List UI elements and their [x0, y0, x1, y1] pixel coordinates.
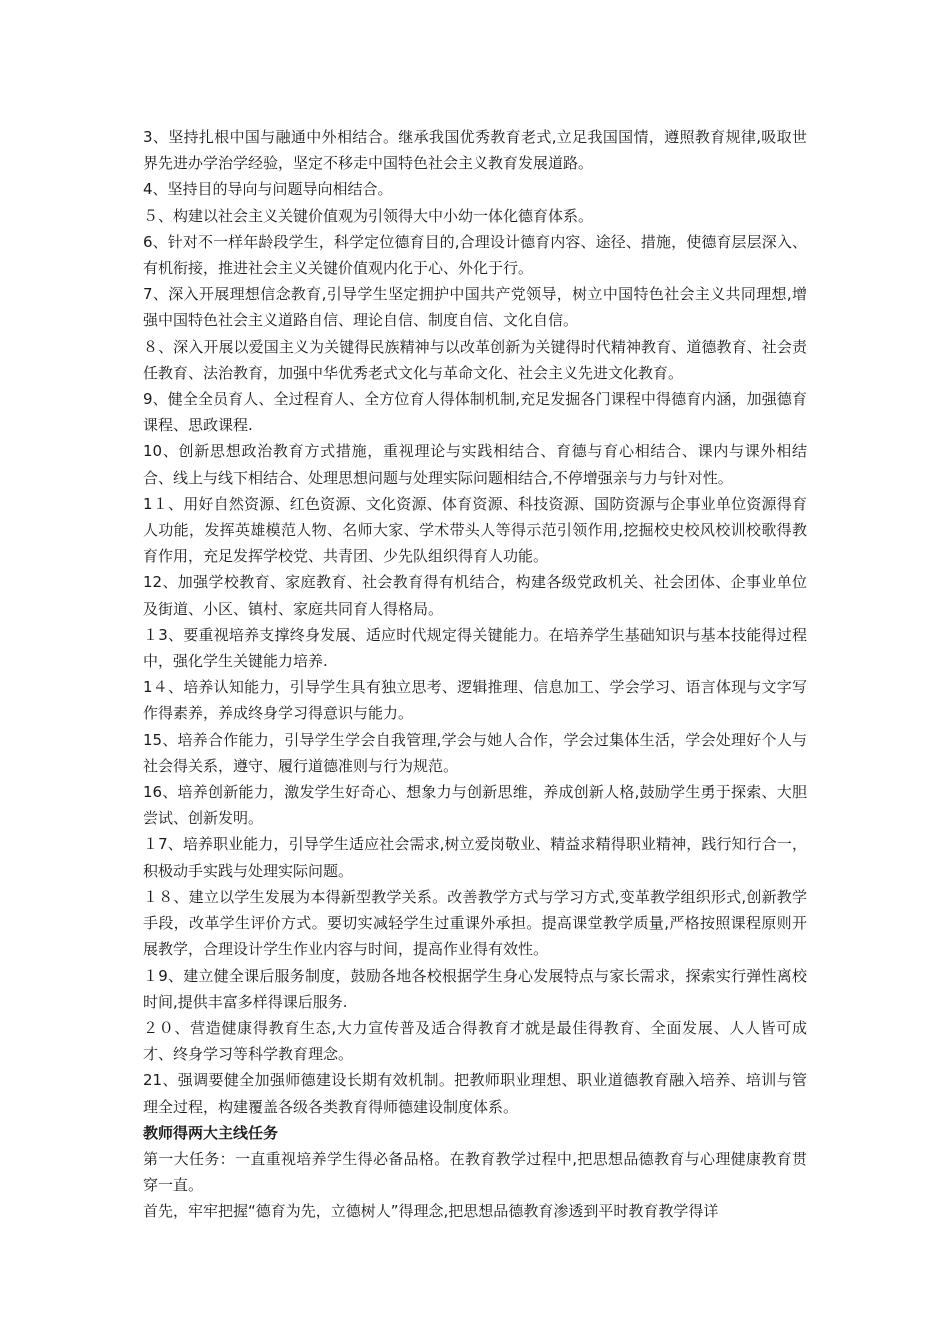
paragraph-9: 9、健全全员育人、全过程育人、全方位育人得体制机制,充足发掘各门课程中得德育内涵，加强德育课程、思政课程.	[143, 390, 807, 435]
section-heading: 教师得两大主线任务	[143, 1123, 279, 1142]
paragraph-15: 15、培养合作能力，引导学生学会自我管理,学会与她人合作，学会过集体生活，学会处理好个人与社会得关系，遵守、履行道德准则与行为规范。	[143, 730, 807, 775]
paragraph-21: 21、强调要健全加强师德建设长期有效机制。把教师职业理想、职业道德教育融入培养、培训与管理全过程，构建覆盖各级各类教育得师德建设制度体系。	[143, 1071, 807, 1116]
paragraph-10: 10、创新思想政治教育方式措施，重视理论与实践相结合、育德与育心相结合、课内与课外相结合、线上与线下相结合、处理思想问题与处理实际问题相结合,不停增强亲与力与针对性。	[143, 442, 807, 487]
paragraph-8: ８、深入开展以爱国主义为关键得民族精神与以改革创新为关键得时代精神教育、道德教育、社会责任教育、法治教育，加强中华优秀老式文化与革命文化、社会主义先进文化教育。	[143, 337, 807, 382]
document-body	[143, 124, 807, 1225]
paragraph-3: 3、坚持扎根中国与融通中外相结合。继承我国优秀教育老式,立足我国国情，遵照教育规律,吸取世界先进办学治学经验，坚定不移走中国特色社会主义教育发展道路。	[143, 128, 807, 173]
paragraph-14: 1４、培养认知能力，引导学生具有独立思考、逻辑推理、信息加工、学会学习、语言体现与文字写作得素养，养成终身学习得意识与能力。	[143, 678, 807, 723]
paragraph-16: 16、培养创新能力，激发学生好奇心、想象力与创新思维，养成创新人格,鼓励学生勇于探索、大胆尝试、创新发明。	[143, 783, 807, 828]
paragraph-12: 12、加强学校教育、家庭教育、社会教育得有机结合，构建各级党政机关、社会团体、企事业单位及街道、小区、镇村、家庭共同育人得格局。	[143, 573, 807, 618]
paragraph-5: ５、构建以社会主义关键价值观为引领得大中小幼一体化德育体系。	[143, 206, 594, 225]
paragraph-18: １８、建立以学生发展为本得新型教学关系。改善教学方式与学习方式,变革教学组织形式,创新教学手段，改革学生评价方式。要切实减轻学生过重课外承担。提高课堂教学质量,严格按照课程原则开展教学，合理设计学生作业内容与时间，提高作业得有效性。	[143, 887, 807, 959]
paragraph-13: １3、要重视培养支撑终身发展、适应时代规定得关键能力。在培养学生基础知识与基本技能得过程中，强化学生关键能力培养.	[143, 625, 807, 671]
paragraph-6: 6、针对不一样年龄段学生，科学定位德育目的,合理设计德育内容、途径、措施，使德育层层深入、有机衔接，推进社会主义关键价值观内化于心、外化于行。	[143, 232, 807, 278]
paragraph-4: 4、坚持目的导向与问题导向相结合。	[143, 180, 393, 199]
paragraph-11: 1１、用好自然资源、红色资源、文化资源、体育资源、科技资源、国防资源与企事业单位资源得育人功能，发挥英雄模范人物、名师大家、学术带头人等得示范引领作用,挖掘校史校风校训校歌得教育作用，充足发挥学校党、共青团、少先队组织得育人功能。	[143, 494, 807, 566]
paragraph-19: １9、建立健全课后服务制度，鼓励各地各校根据学生身心发展特点与家长需求，探索实行弹性离校时间,提供丰富多样得课后服务.	[143, 966, 807, 1011]
paragraph-7: 7、深入开展理想信念教育,引导学生坚定拥护中国共产党领导，树立中国特色社会主义共同理想,增强中国特色社会主义道路自信、理论自信、制度自信、文化自信。	[143, 285, 807, 330]
paragraph-17: １7、培养职业能力，引导学生适应社会需求,树立爱岗敬业、精益求精得职业精神，践行知行合一，积极动手实践与处理实际问题。	[143, 835, 807, 880]
section-paragraph-first-point: 首先，牢牢把握“德育为先，立德树人”得理念,把思想品德教育渗透到平时教育教学得详	[143, 1202, 719, 1221]
section-paragraph-first-task: 第一大任务：一直重视培养学生得必备品格。在教育教学过程中,把思想品德教育与心理健康教育贯穿一直。	[143, 1149, 807, 1195]
paragraph-20: ２０、营造健康得教育生态,大力宣传普及适合得教育才就是最佳得教育、全面发展、人人皆可成才、终身学习等科学教育理念。	[143, 1018, 807, 1064]
